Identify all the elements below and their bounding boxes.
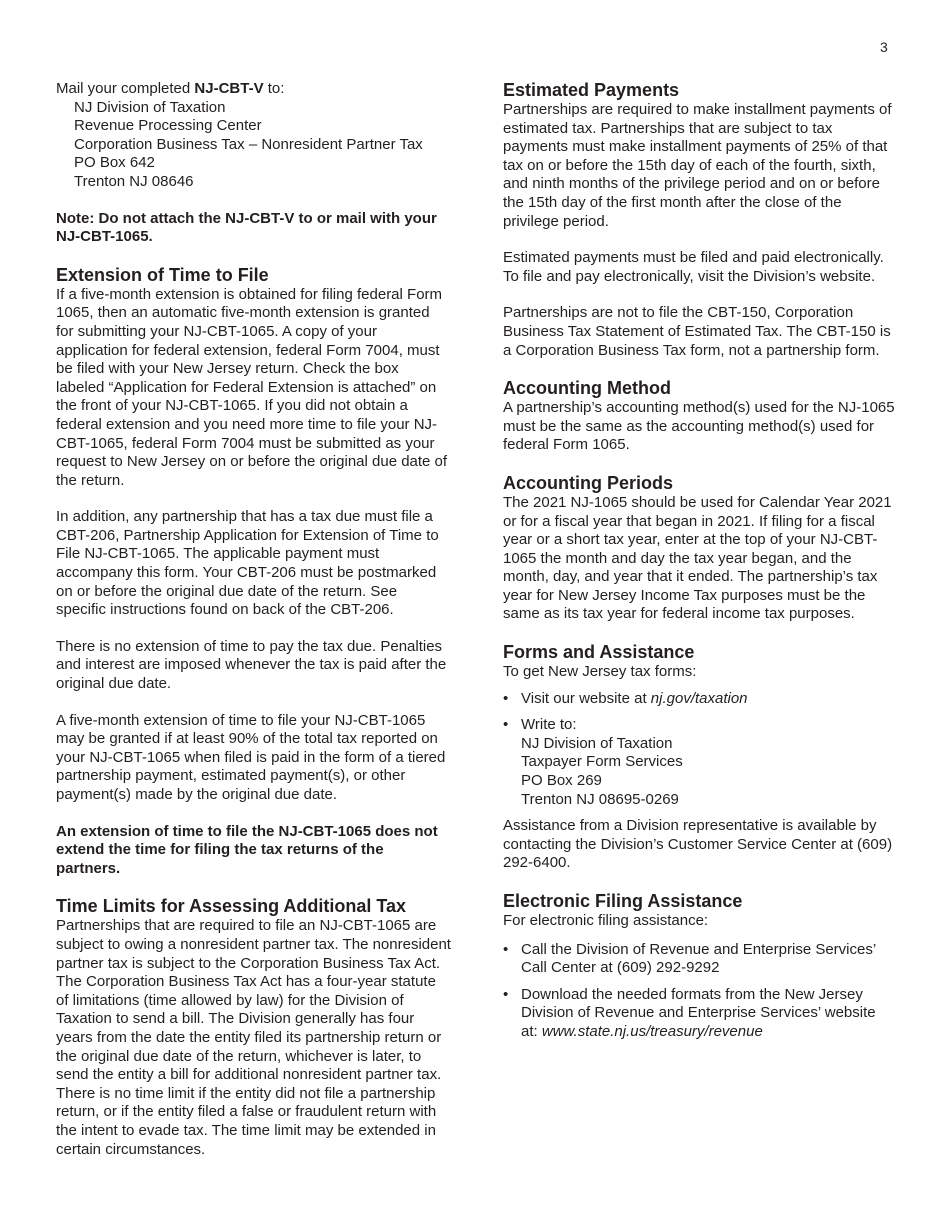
estimated-paragraph-1: Partnerships are required to make installment payments of estimated tax. Partnerships that are subject to tax payments must make installment payments of 25% of that tax on or before the 15th day of each of the fourth, sixth, and ninth months of the privilege period and on or before the 15th day of the first month after the close of the privilege period.: [503, 101, 892, 230]
address-line: Trenton NJ 08695-0269: [521, 790, 679, 808]
accounting-periods-heading: Accounting Periods: [503, 472, 674, 493]
estimated-paragraph-3: Partnerships are not to file the CBT-150, Corporation Business Tax Statement of Estimated Tax. The CBT-150 is a Corporation Business Tax form, not a partnership form.: [503, 304, 891, 359]
page-number: 3: [880, 39, 888, 55]
address-line: NJ Division of Taxation: [74, 98, 226, 116]
bullet-icon: •: [503, 689, 509, 707]
mail-note: Note: Do not attach the NJ-CBT-V to or mail with your NJ-CBT-1065.: [56, 209, 437, 246]
accounting-periods-paragraph: The 2021 NJ-1065 should be used for Calendar Year 2021 or for a fiscal year that began in 2021. If filing for a fiscal year or a short tax year, enter at the top of your NJ-CBT-1065 the month and day the tax year began, and the month, day, and year that it ended. The partnership’s tax year for New Jersey Income Tax purposes must be the same as its tax year for federal income tax purposes.: [503, 493, 892, 623]
address-line: PO Box 269: [521, 772, 602, 790]
list-item: [503, 690, 895, 709]
bullet-text: Write to:: [521, 716, 577, 734]
time-limits-heading: Time Limits for Assessing Additional Tax: [56, 896, 407, 917]
list-item: [503, 986, 895, 1042]
efile-heading: Electronic Filing Assistance: [503, 891, 743, 911]
bullet-icon: •: [503, 940, 509, 958]
mail-pre: Mail your completed: [56, 80, 195, 97]
forms-assistance-heading: Forms and Assistance: [503, 642, 695, 663]
list-item: [503, 941, 895, 978]
extension-bold-note: An extension of time to file the NJ-CBT-1065 does not extend the time for filing the tax returns of the partners.: [56, 822, 438, 877]
bullet-icon: •: [503, 716, 509, 734]
estimated-payments-heading: Estimated Payments: [503, 80, 680, 100]
left-column: [56, 80, 451, 1159]
address-line: NJ Division of Taxation: [521, 734, 673, 752]
forms-intro: To get New Jersey tax forms:: [503, 663, 697, 681]
mail-instruction: [56, 80, 451, 99]
revenue-website-link[interactable]: www.state.nj.us/treasury/revenue: [541, 1022, 763, 1040]
extension-paragraph-1: If a five-month extension is obtained for filing federal Form 1065, then an automatic five-month extension is granted for submitting your NJ-CBT-1065. A copy of your application for federal extension, federal Form 7004, must be filed with your New Jersey return. Check the box labeled “Application for Federal Extension is attached” on the front of your NJ-CBT-1065. If you did not obtain a federal extension and you need more time to file your NJ-CBT-1065, federal Form 7004 must be submitted as your request to New Jersey on or before the original due date of the return.: [56, 285, 448, 489]
bullet-text: Download the needed formats from the New Jersey Division of Revenue and Enterprise Services’ website at:: [521, 985, 876, 1040]
bullet-icon: •: [503, 985, 509, 1003]
extension-paragraph-2: In addition, any partnership that has a tax due must file a CBT-206, Partnership Application for Extension of Time to File NJ-CBT-1065. The applicable payment must accompany this form. Your CBT-206 must be postmarked on or before the original due date of the return. See specific instructions found on back of the CBT-206.: [56, 508, 439, 619]
efile-intro: For electronic filing assistance:: [503, 912, 709, 929]
address-line: Corporation Business Tax – Nonresident Partner Tax: [74, 135, 423, 153]
list-item: [503, 716, 895, 809]
assistance-paragraph: Assistance from a Division representative is available by contacting the Division’s Customer Service Center at (609) 292-6400.: [503, 817, 893, 872]
address-line: PO Box 642: [74, 154, 155, 172]
estimated-paragraph-2: Estimated payments must be filed and paid electronically. To file and pay electronically, visit the Division’s website.: [503, 249, 884, 285]
accounting-method-heading: Accounting Method: [503, 378, 671, 399]
extension-heading: Extension of Time to File: [56, 264, 269, 285]
accounting-method-paragraph: A partnership’s accounting method(s) used for the NJ-1065 must be the same as the accounting method(s) used for federal Form 1065.: [503, 399, 895, 454]
website-link[interactable]: nj.gov/taxation: [650, 689, 748, 707]
bullet-text: Visit our website at: [521, 689, 651, 707]
mail-post: to:: [263, 80, 285, 97]
time-limits-paragraph: Partnerships that are required to file an NJ-CBT-1065 are subject to owing a nonresident partner tax. The nonresident partner tax is subject to the Corporation Business Tax Act. The Corporation Business Tax Act has a four-year statute of limitations (time allowed by law) for the Division of Taxation to send a bill. The Division generally has four years from the date the entity filed its partnership return or the original due date of the return, whichever is later, to send the entity a bill for additional nonresident partner tax. There is no time limit if the entity did not file a partnership return, or if the entity filed a false or fraudulent return with the intent to evade tax. The time limit may be extended in certain circumstances.: [56, 917, 451, 1158]
bullet-text: Call the Division of Revenue and Enterprise Services’ Call Center at (609) 292-9292: [521, 940, 876, 977]
address-line: Trenton NJ 08646: [74, 172, 194, 190]
extension-paragraph-3: There is no extension of time to pay the tax due. Penalties and interest are imposed whenever the tax is paid after the original due date.: [56, 637, 447, 693]
right-column: [503, 80, 895, 1042]
mail-address: [56, 99, 451, 192]
address-line: Taxpayer Form Services: [521, 753, 683, 771]
extension-paragraph-4: A five-month extension of time to file your NJ-CBT-1065 may be granted if at least 90% of the total tax reported on your NJ-CBT-1065 when filed is paid in the form of a tiered partnership payment, estimated payment(s), or other payment(s) made by the original due date.: [56, 711, 446, 803]
mail-form-name: NJ-CBT-V: [194, 80, 264, 97]
address-line: Revenue Processing Center: [74, 117, 262, 135]
